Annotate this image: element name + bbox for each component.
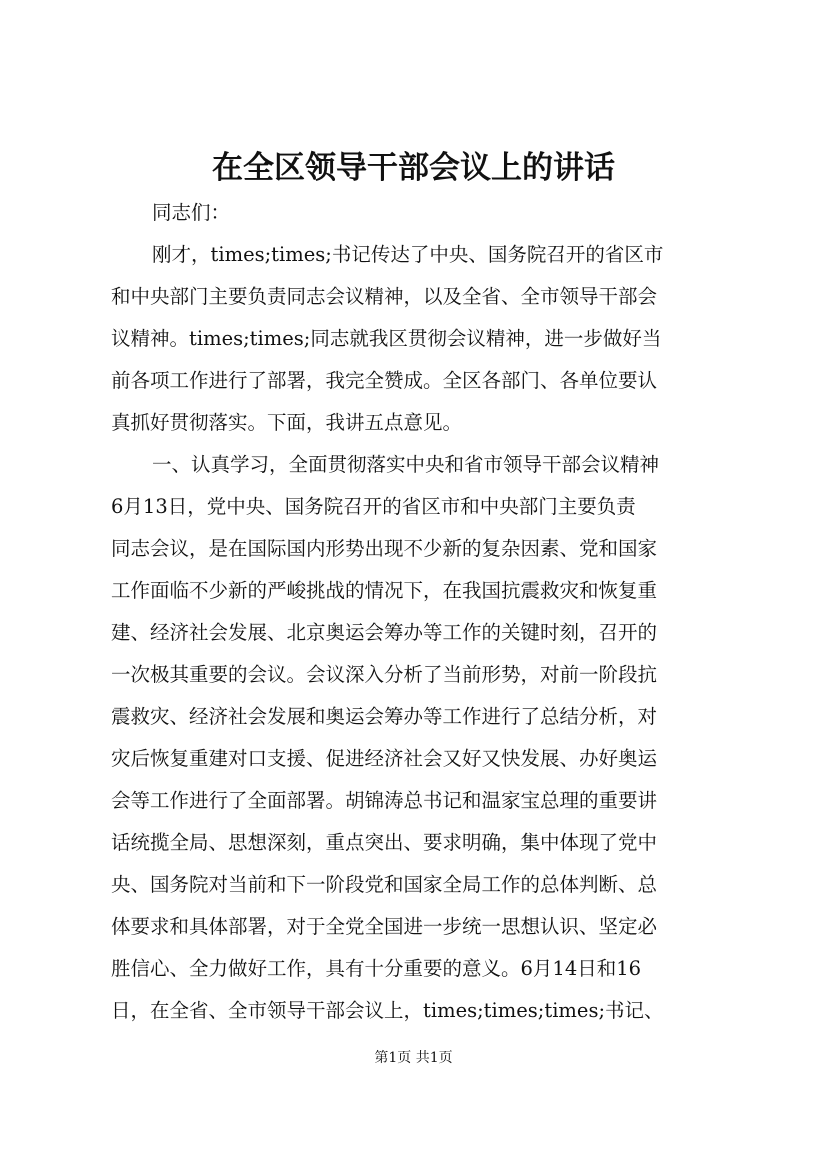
paragraph-line: 震救灾、经济社会发展和奥运会筹办等工作进行了总结分析，对 (111, 705, 658, 728)
paragraph-line: 6月13日，党中央、国务院召开的省区市和中央部门主要负责 (111, 495, 636, 518)
paragraph-line: 议精神。times;times;同志就我区贯彻会议精神，进一步做好当 (111, 327, 662, 350)
paragraph-line: 体要求和具体部署，对于全党全国进一步统一思想认识、坚定必 (111, 915, 658, 938)
paragraph-line: 和中央部门主要负责同志会议精神，以及全省、全市领导干部会 (111, 285, 658, 308)
paragraph-line: 一次极其重要的会议。会议深入分析了当前形势，对前一阶段抗 (111, 663, 658, 686)
paragraph-line: 工作面临不少新的严峻挑战的情况下，在我国抗震救灾和恢复重 (111, 579, 658, 602)
paragraph-line: 央、国务院对当前和下一阶段党和国家全局工作的总体判断、总 (111, 873, 658, 896)
paragraph-line: 会等工作进行了全面部署。胡锦涛总书记和温家宝总理的重要讲 (111, 789, 658, 812)
paragraph-line: 灾后恢复重建对口支援、促进经济社会又好又快发展、办好奥运 (111, 747, 658, 770)
paragraph-line: 真抓好贯彻落实。下面，我讲五点意见。 (111, 411, 463, 434)
paragraph-line: 建、经济社会发展、北京奥运会筹办等工作的关键时刻，召开的 (111, 621, 658, 644)
paragraph-line: 同志会议，是在国际国内形势出现不少新的复杂因素、党和国家 (111, 537, 658, 560)
paragraph-line: 刚才，times;times;书记传达了中央、国务院召开的省区市 (152, 243, 664, 266)
salutation: 同志们： (152, 201, 231, 224)
section-heading: 一、认真学习，全面贯彻落实中央和省市领导干部会议精神 (152, 453, 660, 476)
paragraph-line: 话统揽全局、思想深刻，重点突出、要求明确，集中体现了党中 (111, 831, 658, 854)
paragraph-line: 日，在全省、全市领导干部会议上，times;times;times;书记、 (111, 999, 664, 1022)
paragraph-line: 前各项工作进行了部署，我完全赞成。全区各部门、各单位要认 (111, 369, 658, 392)
document-title: 在全区领导干部会议上的讲话 (212, 150, 615, 186)
paragraph-line: 胜信心、全力做好工作，具有十分重要的意义。6月14日和16 (111, 957, 642, 980)
page-number: 第1页 共1页 (374, 1050, 453, 1066)
